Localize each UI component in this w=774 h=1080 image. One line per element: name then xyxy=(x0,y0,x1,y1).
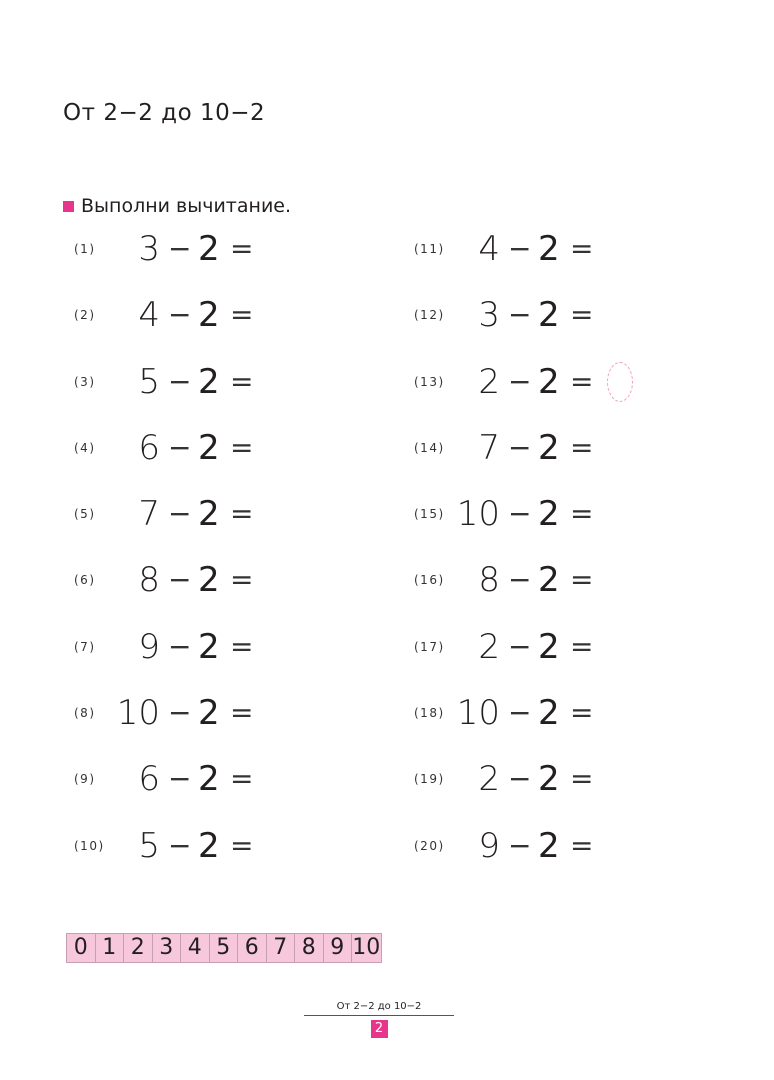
equals-sign: = xyxy=(570,232,594,265)
subtrahend: 2 xyxy=(198,427,220,468)
subtrahend: 2 xyxy=(538,626,560,667)
minus-sign: − xyxy=(508,828,532,862)
problem-item xyxy=(340,813,680,879)
equals-sign: = xyxy=(570,430,594,464)
number-line-cell: 1 xyxy=(96,934,125,962)
equals-sign: = xyxy=(570,762,594,796)
subtrahend: 2 xyxy=(538,693,560,734)
problem-item xyxy=(0,746,340,812)
subtrahend: 2 xyxy=(198,295,220,336)
problem-number: (18) xyxy=(414,706,445,721)
number-line-cell: 9 xyxy=(324,934,353,962)
minus-sign: − xyxy=(168,232,192,265)
subtrahend: 2 xyxy=(538,759,560,800)
equals-sign: = xyxy=(230,430,254,464)
problem-number: (10) xyxy=(74,838,105,853)
problem-number: (6) xyxy=(74,573,96,588)
subtrahend: 2 xyxy=(538,560,560,601)
problem-number: (19) xyxy=(414,772,445,787)
minuend: 2 xyxy=(478,626,500,667)
subtrahend: 2 xyxy=(538,229,560,269)
minuend: 10 xyxy=(456,494,500,535)
equals-sign: = xyxy=(570,298,594,332)
minus-sign: − xyxy=(168,762,192,796)
subtrahend: 2 xyxy=(538,494,560,535)
minus-sign: − xyxy=(508,696,532,730)
minuend: 9 xyxy=(478,825,500,866)
problem-number: (15) xyxy=(414,507,445,522)
minus-sign: − xyxy=(508,364,532,398)
number-line-cell: 3 xyxy=(153,934,182,962)
minuend: 4 xyxy=(478,229,500,269)
problem-item xyxy=(340,547,680,613)
minus-sign: − xyxy=(508,762,532,796)
equals-sign: = xyxy=(230,629,254,663)
minuend: 10 xyxy=(456,693,500,734)
problem-number: (1) xyxy=(74,242,96,256)
number-line-cell: 5 xyxy=(210,934,239,962)
subtrahend: 2 xyxy=(198,626,220,667)
problem-number: (16) xyxy=(414,573,445,588)
equals-sign: = xyxy=(570,563,594,597)
minus-sign: − xyxy=(508,232,532,265)
equals-sign: = xyxy=(570,696,594,730)
instruction-text: Выполни вычитание. xyxy=(81,195,292,217)
minus-sign: − xyxy=(508,430,532,464)
equals-sign: = xyxy=(230,232,254,265)
problem-item xyxy=(0,415,340,481)
subtrahend: 2 xyxy=(198,560,220,601)
problem-item xyxy=(0,282,340,348)
problem-item xyxy=(340,680,680,746)
minuend: 2 xyxy=(478,361,500,402)
equals-sign: = xyxy=(230,497,254,531)
problem-item xyxy=(340,614,680,680)
minuend: 5 xyxy=(138,361,160,402)
problem-number: (9) xyxy=(74,772,96,787)
minus-sign: − xyxy=(168,629,192,663)
minuend: 5 xyxy=(138,825,160,866)
problems-column-left xyxy=(0,216,340,879)
subtrahend: 2 xyxy=(538,427,560,468)
problem-item xyxy=(0,349,340,415)
minuend: 9 xyxy=(138,626,160,667)
problems-column-right xyxy=(340,216,680,879)
problem-number: (14) xyxy=(414,440,445,455)
problem-number: (4) xyxy=(74,440,96,455)
minuend: 4 xyxy=(138,295,160,336)
instruction xyxy=(63,195,291,217)
minus-sign: − xyxy=(168,364,192,398)
answer-hint-oval xyxy=(607,362,633,402)
problem-number: (20) xyxy=(414,838,445,853)
equals-sign: = xyxy=(230,828,254,862)
problem-number: (12) xyxy=(414,308,445,323)
equals-sign: = xyxy=(230,696,254,730)
problem-item xyxy=(340,282,680,348)
problem-number: (11) xyxy=(414,242,445,256)
problem-number: (5) xyxy=(74,507,96,522)
number-line-cell: 6 xyxy=(238,934,267,962)
subtrahend: 2 xyxy=(538,295,560,336)
equals-sign: = xyxy=(230,298,254,332)
minus-sign: − xyxy=(508,298,532,332)
subtrahend: 2 xyxy=(198,693,220,734)
problem-item xyxy=(0,481,340,547)
number-line xyxy=(66,933,382,963)
minuend: 7 xyxy=(478,427,500,468)
problem-item xyxy=(340,415,680,481)
problem-number: (2) xyxy=(74,308,96,323)
equals-sign: = xyxy=(230,563,254,597)
minus-sign: − xyxy=(168,828,192,862)
minuend: 3 xyxy=(138,229,160,269)
subtrahend: 2 xyxy=(198,494,220,535)
subtrahend: 2 xyxy=(538,825,560,866)
minus-sign: − xyxy=(508,497,532,531)
number-line-cell: 10 xyxy=(352,935,381,960)
footer xyxy=(304,1001,454,1038)
number-line-cell: 8 xyxy=(295,934,324,962)
minuend: 7 xyxy=(138,494,160,535)
subtrahend: 2 xyxy=(198,759,220,800)
equals-sign: = xyxy=(230,364,254,398)
minuend: 6 xyxy=(138,427,160,468)
problem-number: (13) xyxy=(414,374,445,389)
number-line-cell: 4 xyxy=(181,934,210,962)
subtrahend: 2 xyxy=(198,361,220,402)
problem-number: (8) xyxy=(74,706,96,721)
problem-item xyxy=(340,481,680,547)
page-number: 2 xyxy=(371,1020,388,1038)
problem-item xyxy=(340,746,680,812)
equals-sign: = xyxy=(570,364,594,398)
equals-sign: = xyxy=(570,629,594,663)
equals-sign: = xyxy=(570,497,594,531)
problem-item xyxy=(0,216,340,282)
minus-sign: − xyxy=(168,430,192,464)
minus-sign: − xyxy=(168,298,192,332)
problem-number: (17) xyxy=(414,639,445,654)
subtrahend: 2 xyxy=(538,361,560,402)
problem-number: (7) xyxy=(74,639,96,654)
number-line-cell: 2 xyxy=(124,934,153,962)
minuend: 8 xyxy=(138,560,160,601)
footer-title: От 2−2 до 10−2 xyxy=(304,1001,454,1016)
page-title: От 2−2 до 10−2 xyxy=(63,100,266,126)
problem-item xyxy=(0,614,340,680)
minuend: 2 xyxy=(478,759,500,800)
square-bullet-icon xyxy=(63,201,74,212)
number-line-cell: 0 xyxy=(67,934,96,962)
minus-sign: − xyxy=(168,497,192,531)
equals-sign: = xyxy=(570,828,594,862)
equals-sign: = xyxy=(230,762,254,796)
problem-item xyxy=(0,813,340,879)
problem-number: (3) xyxy=(74,374,96,389)
number-line-cell: 7 xyxy=(267,934,296,962)
minuend: 8 xyxy=(478,560,500,601)
problem-item xyxy=(0,680,340,746)
minuend: 3 xyxy=(478,295,500,336)
minuend: 10 xyxy=(116,693,160,734)
problem-item xyxy=(340,216,680,282)
minus-sign: − xyxy=(508,563,532,597)
minuend: 6 xyxy=(138,759,160,800)
minus-sign: − xyxy=(168,696,192,730)
minus-sign: − xyxy=(508,629,532,663)
problem-item xyxy=(0,547,340,613)
minus-sign: − xyxy=(168,563,192,597)
subtrahend: 2 xyxy=(198,825,220,866)
subtrahend: 2 xyxy=(198,229,220,269)
